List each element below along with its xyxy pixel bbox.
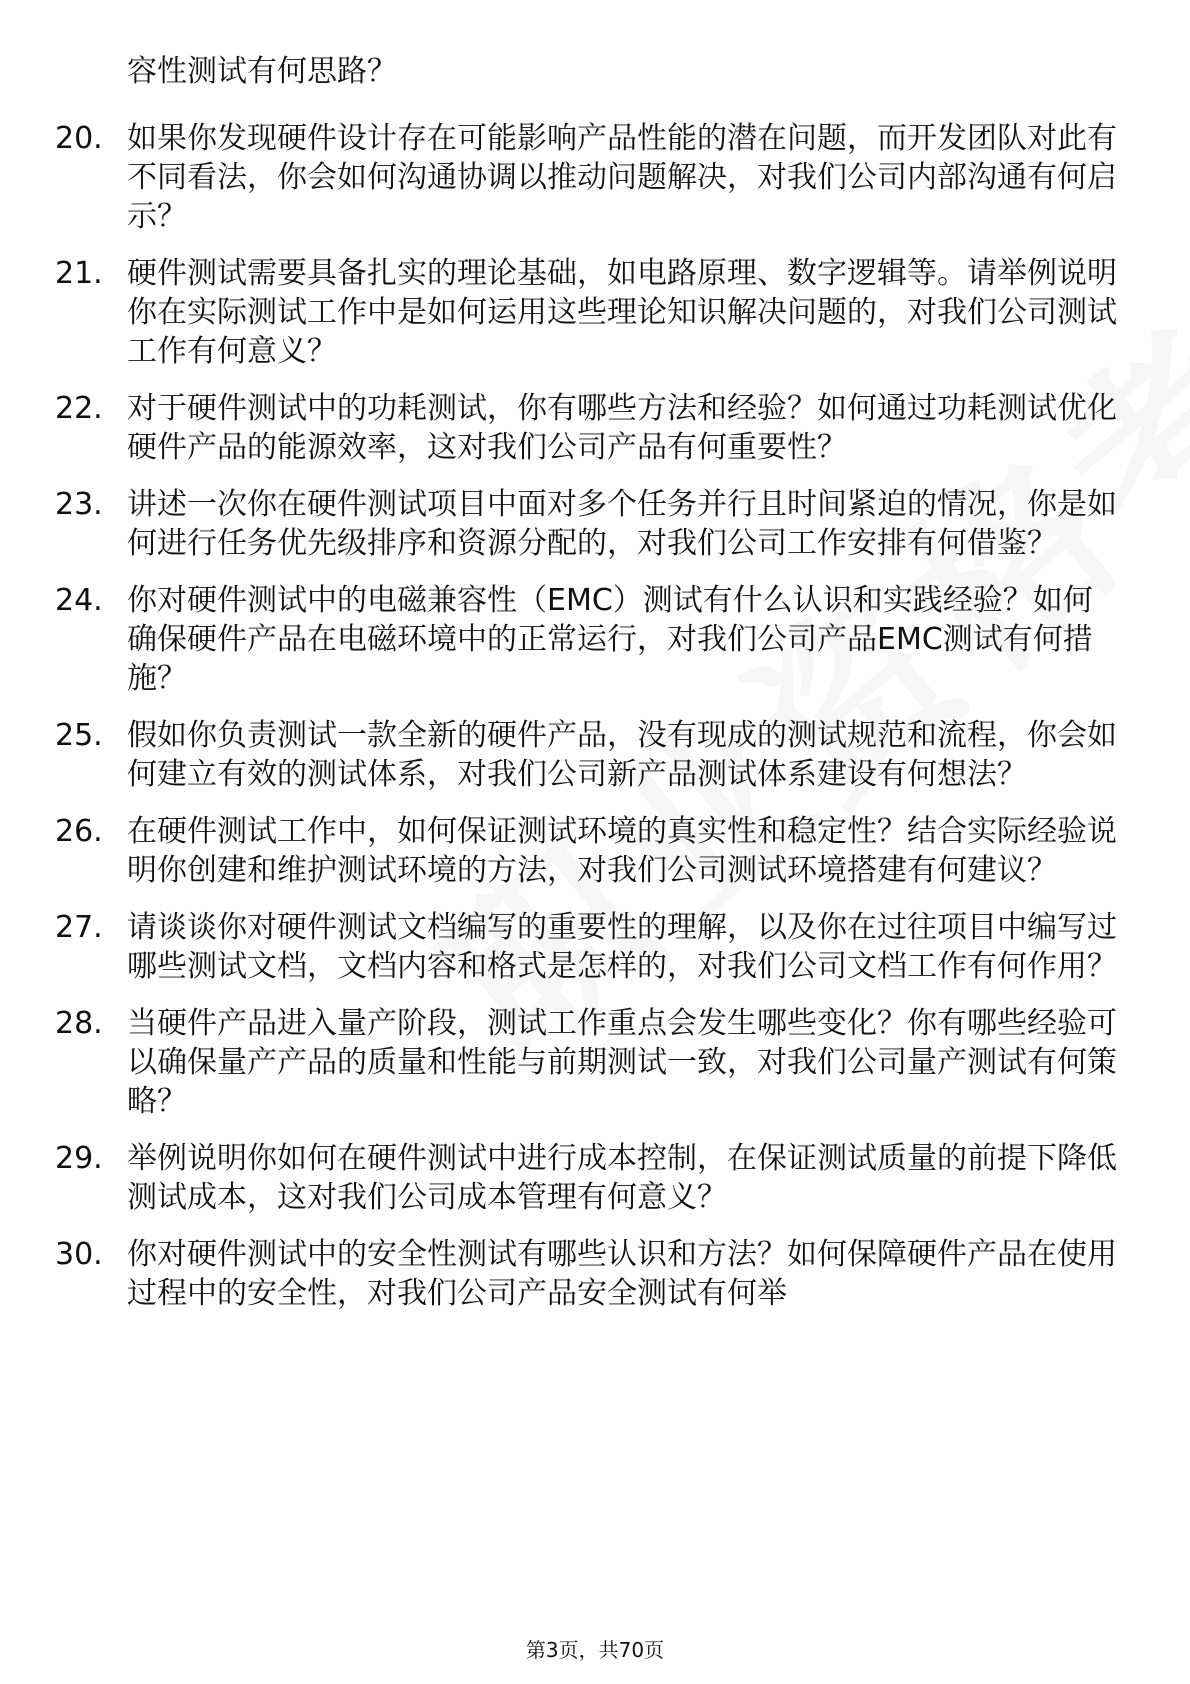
question-number: 29. [55, 1141, 103, 1176]
question-text: 假如你负责测试一款全新的硬件产品，没有现成的测试规范和流程，你会如何建立有效的测试体系，对我们公司新产品测试体系建设有何想法？ [127, 718, 1117, 792]
question-number: 28. [55, 1006, 103, 1041]
question-text: 请谈谈你对硬件测试文档编写的重要性的理解，以及你在过往项目中编写过哪些测试文档，文档内容和格式是怎样的，对我们公司文档工作有何作用？ [127, 910, 1117, 984]
question-text: 讲述一次你在硬件测试项目中面对多个任务并行且时间紧迫的情况，你是如何进行任务优先级排序和资源分配的，对我们公司工作安排有何借鉴？ [127, 487, 1117, 561]
question-number: 20. [55, 121, 103, 156]
page-number-footer: 第3页，共70页 [525, 1638, 665, 1662]
question-item-24 [0, 581, 1190, 698]
question-text: 举例说明你如何在硬件测试中进行成本控制，在保证测试质量的前提下降低测试成本，这对我们公司成本管理有何意义？ [127, 1141, 1117, 1215]
question-list [0, 119, 1190, 1331]
question-text: 你对硬件测试中的安全性测试有哪些认识和方法？如何保障硬件产品在使用过程中的安全性，对我们公司产品安全测试有何举 [127, 1237, 1117, 1311]
question-text: 你对硬件测试中的电磁兼容性（EMC）测试有什么认识和实践经验？如何确保硬件产品在电磁环境中的正常运行，对我们公司产品EMC测试有何措施？ [127, 583, 1093, 696]
question-number: 30. [55, 1237, 103, 1272]
question-item-25 [0, 716, 1190, 794]
question-item-27 [0, 908, 1190, 986]
question-number: 24. [55, 583, 103, 618]
question-item-21 [0, 254, 1190, 371]
question-number: 27. [55, 910, 103, 945]
question-continuation-text: 容性测试有何思路？ [127, 54, 397, 89]
question-number: 21. [55, 256, 103, 291]
question-item-23 [0, 485, 1190, 563]
question-item-20 [0, 119, 1190, 236]
question-number: 25. [55, 718, 103, 753]
question-number: 26. [55, 814, 103, 849]
question-text: 在硬件测试工作中，如何保证测试环境的真实性和稳定性？结合实际经验说明你创建和维护测试环境的方法，对我们公司测试环境搭建有何建议？ [127, 814, 1117, 888]
question-number: 23. [55, 487, 103, 522]
question-item-26 [0, 812, 1190, 890]
question-text: 对于硬件测试中的功耗测试，你有哪些方法和经验？如何通过功耗测试优化硬件产品的能源效率，这对我们公司产品有何重要性？ [127, 391, 1117, 465]
question-item-30 [0, 1235, 1190, 1313]
question-text: 如果你发现硬件设计存在可能影响产品性能的潜在问题，而开发团队对此有不同看法，你会如何沟通协调以推动问题解决，对我们公司内部沟通有何启示？ [127, 121, 1117, 234]
question-item-29 [0, 1139, 1190, 1217]
question-item-22 [0, 389, 1190, 467]
question-text: 硬件测试需要具备扎实的理论基础，如电路原理、数字逻辑等。请举例说明你在实际测试工作中是如何运用这些理论知识解决问题的，对我们公司测试工作有何意义？ [127, 256, 1117, 369]
question-item-28 [0, 1004, 1190, 1121]
question-text: 当硬件产品进入量产阶段，测试工作重点会发生哪些变化？你有哪些经验可以确保量产产品的质量和性能与前期测试一致，对我们公司量产测试有何策略？ [127, 1006, 1117, 1119]
question-number: 22. [55, 391, 103, 426]
